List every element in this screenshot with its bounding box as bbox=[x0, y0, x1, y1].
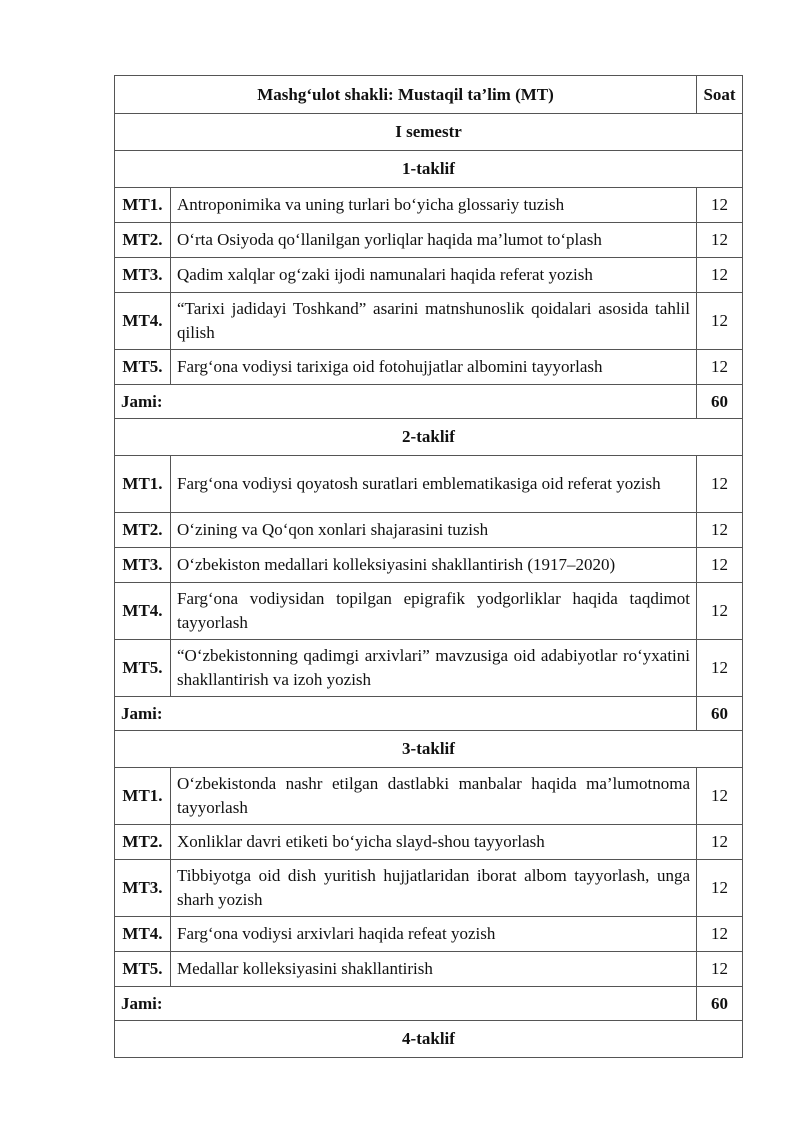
total-row bbox=[115, 697, 743, 731]
task-description: O‘zbekistonda nashr etilgan dastlabki manbalar haqida ma’lumotnoma tayyorlash bbox=[171, 768, 697, 825]
group-title: 1-taklif bbox=[115, 151, 743, 188]
task-hours: 12 bbox=[697, 768, 743, 825]
total-hours: 60 bbox=[697, 987, 743, 1021]
task-hours: 12 bbox=[697, 860, 743, 917]
task-description: O‘rta Osiyoda qo‘llanilgan yorliqlar haqida ma’lumot to‘plash bbox=[171, 223, 697, 258]
task-code: MT2. bbox=[115, 223, 171, 258]
task-description: O‘zining va Qo‘qon xonlari shajarasini tuzish bbox=[171, 513, 697, 548]
group-title: 3-taklif bbox=[115, 731, 743, 768]
task-code: MT1. bbox=[115, 456, 171, 513]
task-code: MT1. bbox=[115, 768, 171, 825]
task-code: MT4. bbox=[115, 293, 171, 350]
task-hours: 12 bbox=[697, 350, 743, 385]
task-code: MT5. bbox=[115, 952, 171, 987]
task-code: MT4. bbox=[115, 583, 171, 640]
total-label: Jami: bbox=[115, 385, 697, 419]
task-code: MT2. bbox=[115, 513, 171, 548]
group-title-row bbox=[115, 1021, 743, 1058]
table-row bbox=[115, 860, 743, 917]
task-description: Tibbiyotga oid dish yuritish hujjatlaridan iborat albom tayyorlash, unga sharh yozish bbox=[171, 860, 697, 917]
table-row bbox=[115, 917, 743, 952]
task-description: “O‘zbekistonning qadimgi arxivlari” mavzusiga oid adabiyotlar ro‘yxatini shakllantirish va izoh yozish bbox=[171, 640, 697, 697]
task-description: O‘zbekiston medallari kolleksiyasini shakllantirish (1917–2020) bbox=[171, 548, 697, 583]
task-description: Farg‘ona vodiysi tarixiga oid fotohujjatlar albomini tayyorlash bbox=[171, 350, 697, 385]
table-row bbox=[115, 583, 743, 640]
table-row bbox=[115, 640, 743, 697]
task-code: MT3. bbox=[115, 258, 171, 293]
table-body bbox=[115, 76, 743, 1058]
task-hours: 12 bbox=[697, 293, 743, 350]
table-header-hours: Soat bbox=[697, 76, 743, 114]
group-title: 2-taklif bbox=[115, 419, 743, 456]
independent-study-table bbox=[114, 75, 743, 1058]
total-row bbox=[115, 385, 743, 419]
task-description: Medallar kolleksiyasini shakllantirish bbox=[171, 952, 697, 987]
table-row bbox=[115, 548, 743, 583]
total-label: Jami: bbox=[115, 987, 697, 1021]
task-description: Antroponimika va uning turlari bo‘yicha glossariy tuzish bbox=[171, 188, 697, 223]
table-row bbox=[115, 456, 743, 513]
table-row bbox=[115, 513, 743, 548]
task-hours: 12 bbox=[697, 952, 743, 987]
task-description: Farg‘ona vodiysi qoyatosh suratlari emblematikasiga oid referat yozish bbox=[171, 456, 697, 513]
task-code: MT2. bbox=[115, 825, 171, 860]
task-hours: 12 bbox=[697, 548, 743, 583]
table-row bbox=[115, 768, 743, 825]
task-description: Farg‘ona vodiysidan topilgan epigrafik yodgorliklar haqida taqdimot tayyorlash bbox=[171, 583, 697, 640]
task-description: “Tarixi jadidayi Toshkand” asarini matnshunoslik qoidalari asosida tahlil qilish bbox=[171, 293, 697, 350]
table-row bbox=[115, 293, 743, 350]
task-hours: 12 bbox=[697, 188, 743, 223]
task-hours: 12 bbox=[697, 917, 743, 952]
task-code: MT5. bbox=[115, 350, 171, 385]
table-row bbox=[115, 350, 743, 385]
task-hours: 12 bbox=[697, 640, 743, 697]
task-description: Qadim xalqlar og‘zaki ijodi namunalari haqida referat yozish bbox=[171, 258, 697, 293]
task-hours: 12 bbox=[697, 456, 743, 513]
group-title-row bbox=[115, 419, 743, 456]
task-hours: 12 bbox=[697, 583, 743, 640]
table-row bbox=[115, 223, 743, 258]
semester-row bbox=[115, 114, 743, 151]
task-hours: 12 bbox=[697, 223, 743, 258]
table-header-title: Mashg‘ulot shakli: Mustaqil ta’lim (MT) bbox=[115, 76, 697, 114]
table-row bbox=[115, 952, 743, 987]
group-title: 4-taklif bbox=[115, 1021, 743, 1058]
semester-title: I semestr bbox=[115, 114, 743, 151]
total-row bbox=[115, 987, 743, 1021]
total-hours: 60 bbox=[697, 385, 743, 419]
group-title-row bbox=[115, 731, 743, 768]
table-row bbox=[115, 258, 743, 293]
group-title-row bbox=[115, 151, 743, 188]
task-code: MT1. bbox=[115, 188, 171, 223]
task-description: Farg‘ona vodiysi arxivlari haqida refeat yozish bbox=[171, 917, 697, 952]
task-hours: 12 bbox=[697, 258, 743, 293]
total-label: Jami: bbox=[115, 697, 697, 731]
task-code: MT4. bbox=[115, 917, 171, 952]
table-row bbox=[115, 825, 743, 860]
task-code: MT5. bbox=[115, 640, 171, 697]
task-description: Xonliklar davri etiketi bo‘yicha slayd-shou tayyorlash bbox=[171, 825, 697, 860]
task-code: MT3. bbox=[115, 548, 171, 583]
task-hours: 12 bbox=[697, 825, 743, 860]
task-hours: 12 bbox=[697, 513, 743, 548]
total-hours: 60 bbox=[697, 697, 743, 731]
table-row bbox=[115, 188, 743, 223]
table-header-row bbox=[115, 76, 743, 114]
task-code: MT3. bbox=[115, 860, 171, 917]
